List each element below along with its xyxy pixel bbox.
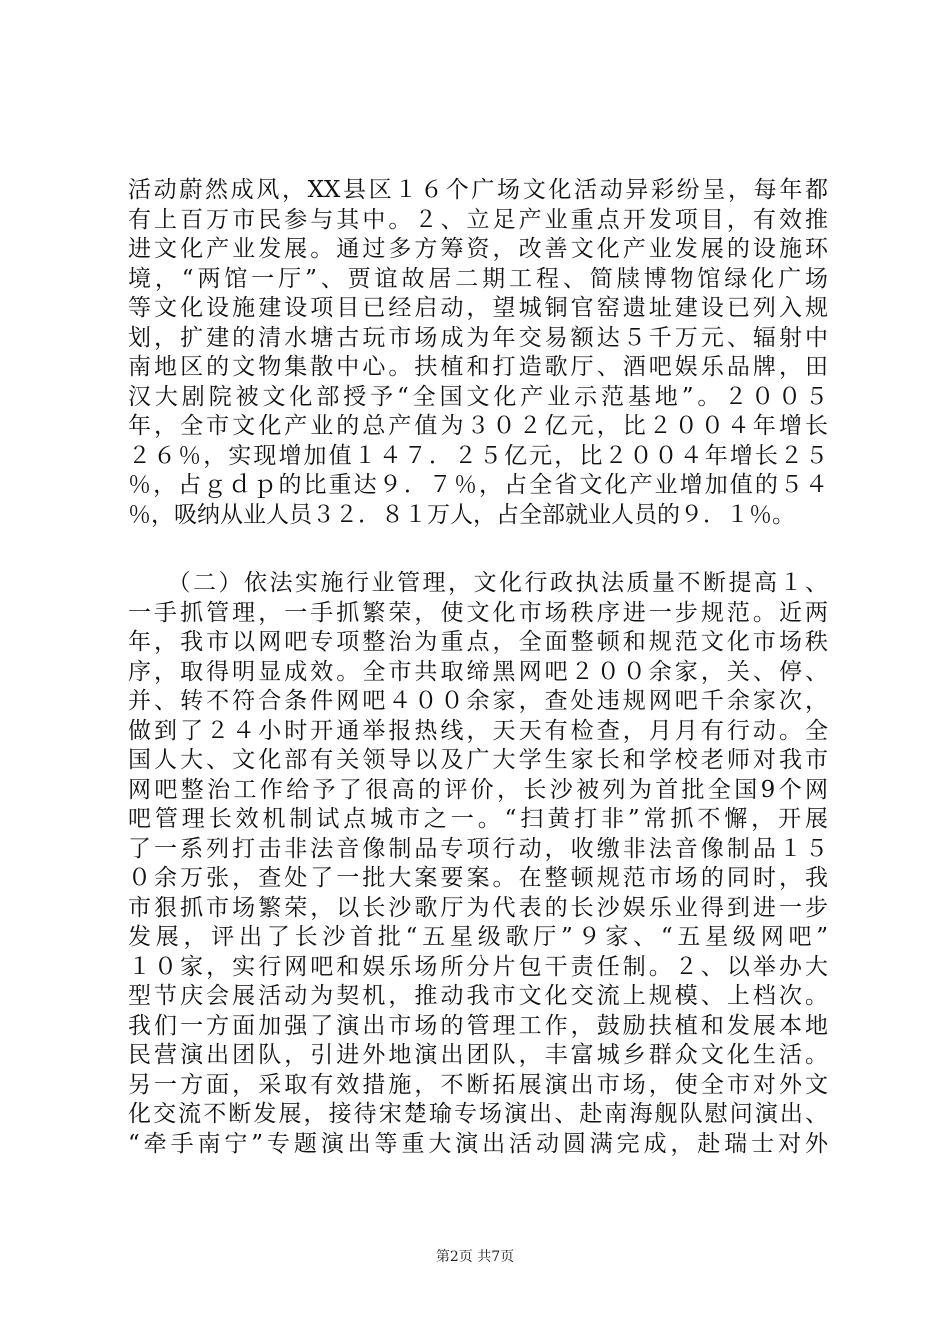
text-line: 另一方面，采取有效措施，不断拓展演出市场，使全市对外文 — [128, 1071, 828, 1098]
text-line: 划，扩建的清水塘古玩市场成为年交易额达５千万元、辐射中 — [128, 324, 828, 351]
text-line: 汉大剧院被文化部授予“全国文化产业示范基地”。２００５ — [128, 383, 828, 410]
text-line: 序，取得明显成效。全市共取缔黑网吧２００余家，关、停、 — [128, 658, 828, 685]
text-line: 等文化设施建设项目已经启动，望城铜官窑遗址建设已列入规 — [128, 295, 828, 321]
text-line: 了一系列打击非法音像制品专项行动，收缴非法音像制品１５ — [128, 835, 828, 862]
text-line: 进文化产业发展。通过多方筹资，改善文化产业发展的设施环 — [128, 236, 828, 262]
text-line: 我们一方面加强了演出市场的管理工作，鼓励扶植和发展本地 — [128, 1012, 828, 1039]
text-line: 发展，评出了长沙首批“五星级歌厅”９家、“五星级网吧” — [128, 924, 828, 950]
text-line: ０余万张，查处了一批大案要案。在整顿规范市场的同时，我 — [128, 865, 828, 891]
text-line: 南地区的文物集散中心。扶植和打造歌厅、酒吧娱乐品牌，田 — [128, 354, 828, 380]
text-line: 活动蔚然成风，XX县区１６个广场文化活动异彩纷呈，每年都 — [128, 177, 828, 203]
text-line: 网吧整治工作给予了很高的评价，长沙被列为首批全国9个网 — [128, 776, 828, 803]
text-line: 国人大、文化部有关领导以及广大学生家长和学校老师对我市 — [128, 747, 828, 773]
text-line: 型节庆会展活动为契机，推动我市文化交流上规模、上档次。 — [128, 983, 828, 1009]
text-line: （二）依法实施行业管理，文化行政执法质量不断提高１、 — [128, 570, 828, 596]
text-line: 化交流不断发展，接待宋楚瑜专场演出、赴南海舰队慰问演出、 — [128, 1101, 828, 1127]
text-line: 年，全市文化产业的总产值为３０２亿元，比２００４年增长 — [128, 413, 828, 439]
text-line: 民营演出团队，引进外地演出团队，丰富城乡群众文化生活。 — [128, 1042, 828, 1068]
text-line: １０家，实行网吧和娱乐场所分片包干责任制。２、以举办大 — [128, 953, 828, 980]
text-line: 并、转不符合条件网吧４００余家，查处违规网吧千余家次， — [128, 688, 828, 714]
paragraph-2 — [128, 569, 828, 1159]
text-line: 做到了２４小时开通举报热线，天天有检查，月月有行动。全 — [128, 717, 828, 744]
text-line: 有上百万市民参与其中。２、立足产业重点开发项目，有效推 — [128, 206, 828, 233]
text-line: ％，占ｇｄｐ的比重达９．７％，占全省文化产业增加值的５４ — [128, 472, 828, 498]
text-line: 年，我市以网吧专项整治为重点，全面整顿和规范文化市场秩 — [128, 629, 828, 655]
page-footer: 第2页 共7页 — [435, 1249, 515, 1265]
paragraph-1 — [128, 176, 828, 530]
text-line: ％，吸纳从业人员３２．８１万人，占全部就业人员的９．１％。 — [128, 501, 795, 528]
text-line: 境，“两馆一厅”、贾谊故居二期工程、简牍博物馆绿化广场 — [128, 265, 828, 292]
text-line: 一手抓管理，一手抓繁荣，使文化市场秩序进一步规范。近两 — [128, 599, 828, 626]
text-line: 市狠抓市场繁荣，以长沙歌厅为代表的长沙娱乐业得到进一步 — [128, 894, 828, 921]
text-line: 吧管理长效机制试点城市之一。“扫黄打非”常抓不懈，开展 — [128, 806, 828, 832]
text-line: ２６％，实现增加值１４７．２５亿元，比２００４年增长２５ — [128, 442, 828, 469]
text-line: “牵手南宁”专题演出等重大演出活动圆满完成，赴瑞士对外 — [128, 1130, 828, 1157]
